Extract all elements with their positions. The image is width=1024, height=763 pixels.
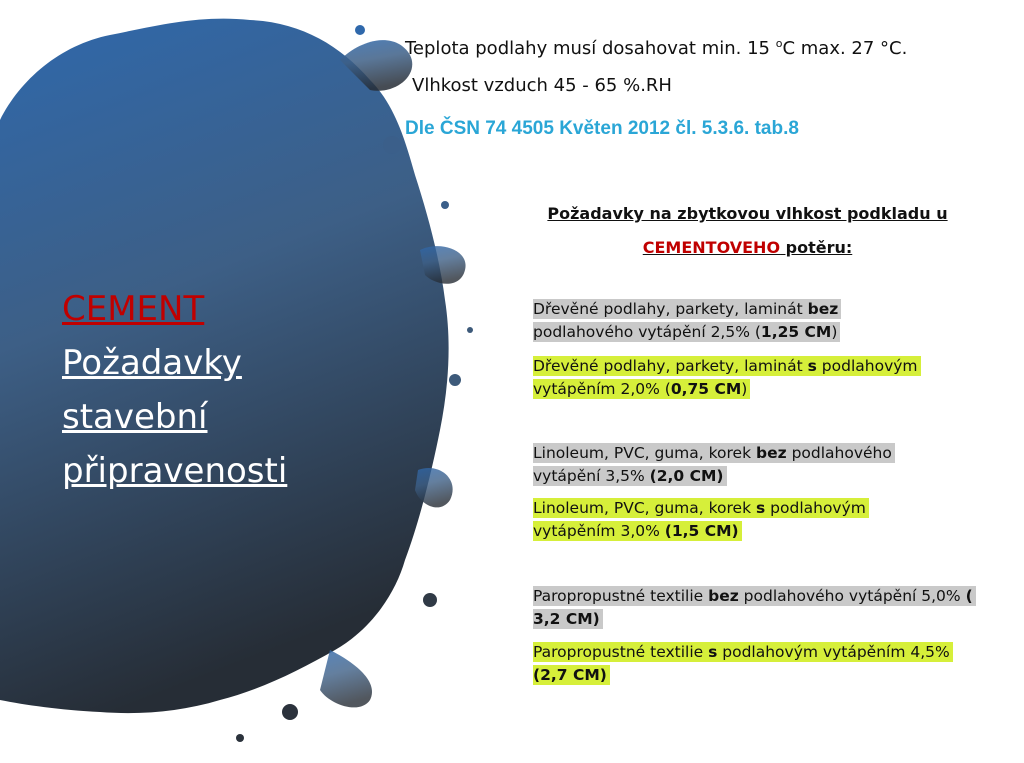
requirement-item xyxy=(533,355,963,401)
requirement-text: Paropropustné textilie s podlahovým vytápěním 4,5% (2,7 CM) xyxy=(533,642,953,685)
requirement-item xyxy=(533,497,913,543)
floor-temperature-text: Teplota podlahy musí dosahovat min. 15 $^o$C max. 27 °C. xyxy=(405,37,908,59)
title-line-readiness: připravenosti xyxy=(62,451,288,491)
cm-value: (2,0 CM) xyxy=(649,467,724,485)
requirement-text: Paropropustné textilie bez podlahového vytápění 5,0% ( 3,2 CM) xyxy=(533,586,976,629)
heating-qualifier: s xyxy=(807,357,817,375)
air-humidity-text: Vlhkost vzduch 45 - 65 %.RH xyxy=(412,75,672,96)
requirements-heading: Požadavky na zbytkovou vlhkost podkladu u xyxy=(547,204,948,223)
requirement-item xyxy=(533,641,963,687)
cm-value: (1,5 CM) xyxy=(664,522,739,540)
requirement-text: Linoleum, PVC, guma, korek bez podlahového vytápění 3,5% (2,0 CM) xyxy=(533,443,895,486)
requirement-text: Dřevěné podlahy, parkety, laminát bez podlahového vytápění 2,5% (1,25 CM) xyxy=(533,299,841,342)
heating-qualifier: bez xyxy=(756,444,787,462)
degree-o: o xyxy=(775,37,783,50)
requirement-text: Dřevěné podlahy, parkety, laminát s podlahovým vytápěním 2,0% (0,75 CM) xyxy=(533,356,921,399)
slide-title xyxy=(62,282,362,498)
heating-qualifier: s xyxy=(756,499,766,517)
cm-value: 1,25 CM xyxy=(760,323,832,341)
heating-qualifier: s xyxy=(708,643,718,661)
title-line-construction: stavební xyxy=(62,397,208,437)
cm-value: 0,75 CM xyxy=(670,380,742,398)
heating-qualifier: bez xyxy=(708,587,739,605)
requirement-item xyxy=(533,585,973,631)
cm-value: ( 3,2 CM) xyxy=(533,587,973,628)
title-cement: CEMENT xyxy=(62,289,205,329)
requirement-item xyxy=(533,298,873,344)
requirement-item xyxy=(533,442,943,488)
heating-qualifier: bez xyxy=(807,300,839,318)
requirements-heading-line2: CEMENTOVEHO potěru: xyxy=(642,238,853,257)
cm-value: (2,7 CM) xyxy=(533,666,607,684)
norm-reference: Dle ČSN 74 4505 Květen 2012 čl. 5.3.6. tab.8 xyxy=(405,118,799,139)
title-line-requirements: Požadavky xyxy=(62,343,242,383)
requirement-text: Linoleum, PVC, guma, korek s podlahovým vytápěním 3,0% (1,5 CM) xyxy=(533,498,869,541)
